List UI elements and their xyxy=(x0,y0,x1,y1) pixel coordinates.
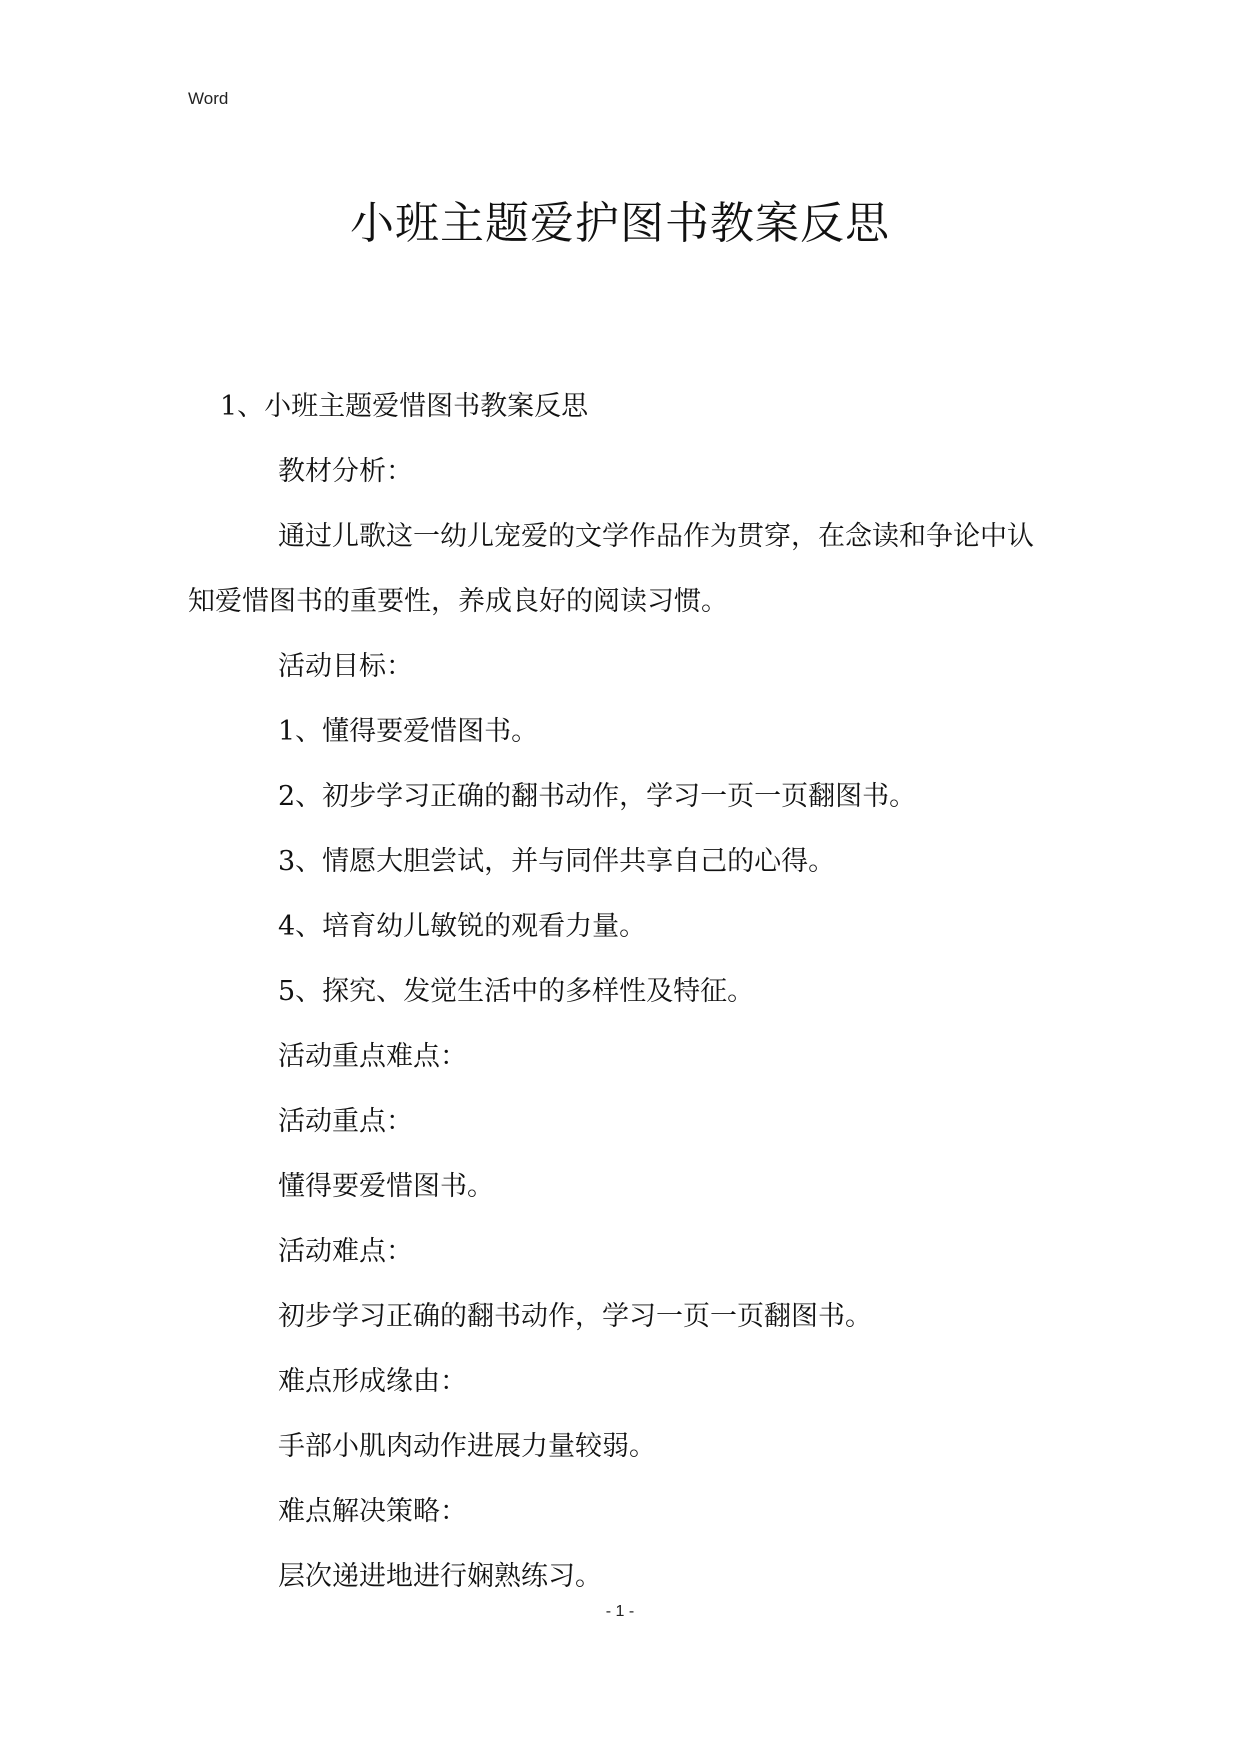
document-title: 小班主题爱护图书教案反思 xyxy=(350,198,890,249)
goal-item: 1、懂得要爱惜图书。 xyxy=(278,716,539,747)
goal-item: 4、培育幼儿敏锐的观看力量。 xyxy=(278,911,647,942)
material-paragraph: 通过儿歌这一幼儿宠爱的文学作品作为贯穿，在念读和争论中认知爱惜图书的重要性，养成良好的阅读习惯。 xyxy=(188,521,1034,617)
document-body xyxy=(188,374,1056,1609)
strategy-heading: 难点解决策略： xyxy=(278,1496,467,1527)
goal-item: 3、情愿大胆尝试，并与同伴共享自己的心得。 xyxy=(278,846,836,877)
key-text: 懂得要爱惜图书。 xyxy=(278,1171,494,1202)
strategy-text: 层次递进地进行娴熟练习。 xyxy=(278,1561,602,1592)
goal-item: 2、初步学习正确的翻书动作，学习一页一页翻图书。 xyxy=(278,781,917,812)
key-heading: 活动重点： xyxy=(278,1106,413,1137)
material-heading: 教材分析： xyxy=(278,456,413,487)
goal-item: 5、探究、发觉生活中的多样性及特征。 xyxy=(278,976,755,1007)
key-difficult-heading: 活动重点难点： xyxy=(278,1041,467,1072)
reason-text: 手部小肌肉动作进展力量较弱。 xyxy=(278,1431,656,1462)
header-label: Word xyxy=(188,89,229,108)
page-number: - 1 - xyxy=(605,1603,635,1620)
difficult-text: 初步学习正确的翻书动作，学习一页一页翻图书。 xyxy=(278,1301,872,1332)
goals-heading: 活动目标： xyxy=(278,651,413,682)
reason-heading: 难点形成缘由： xyxy=(278,1366,467,1397)
section-heading: 1、小班主题爱惜图书教案反思 xyxy=(220,391,589,422)
difficult-heading: 活动难点： xyxy=(278,1236,413,1267)
